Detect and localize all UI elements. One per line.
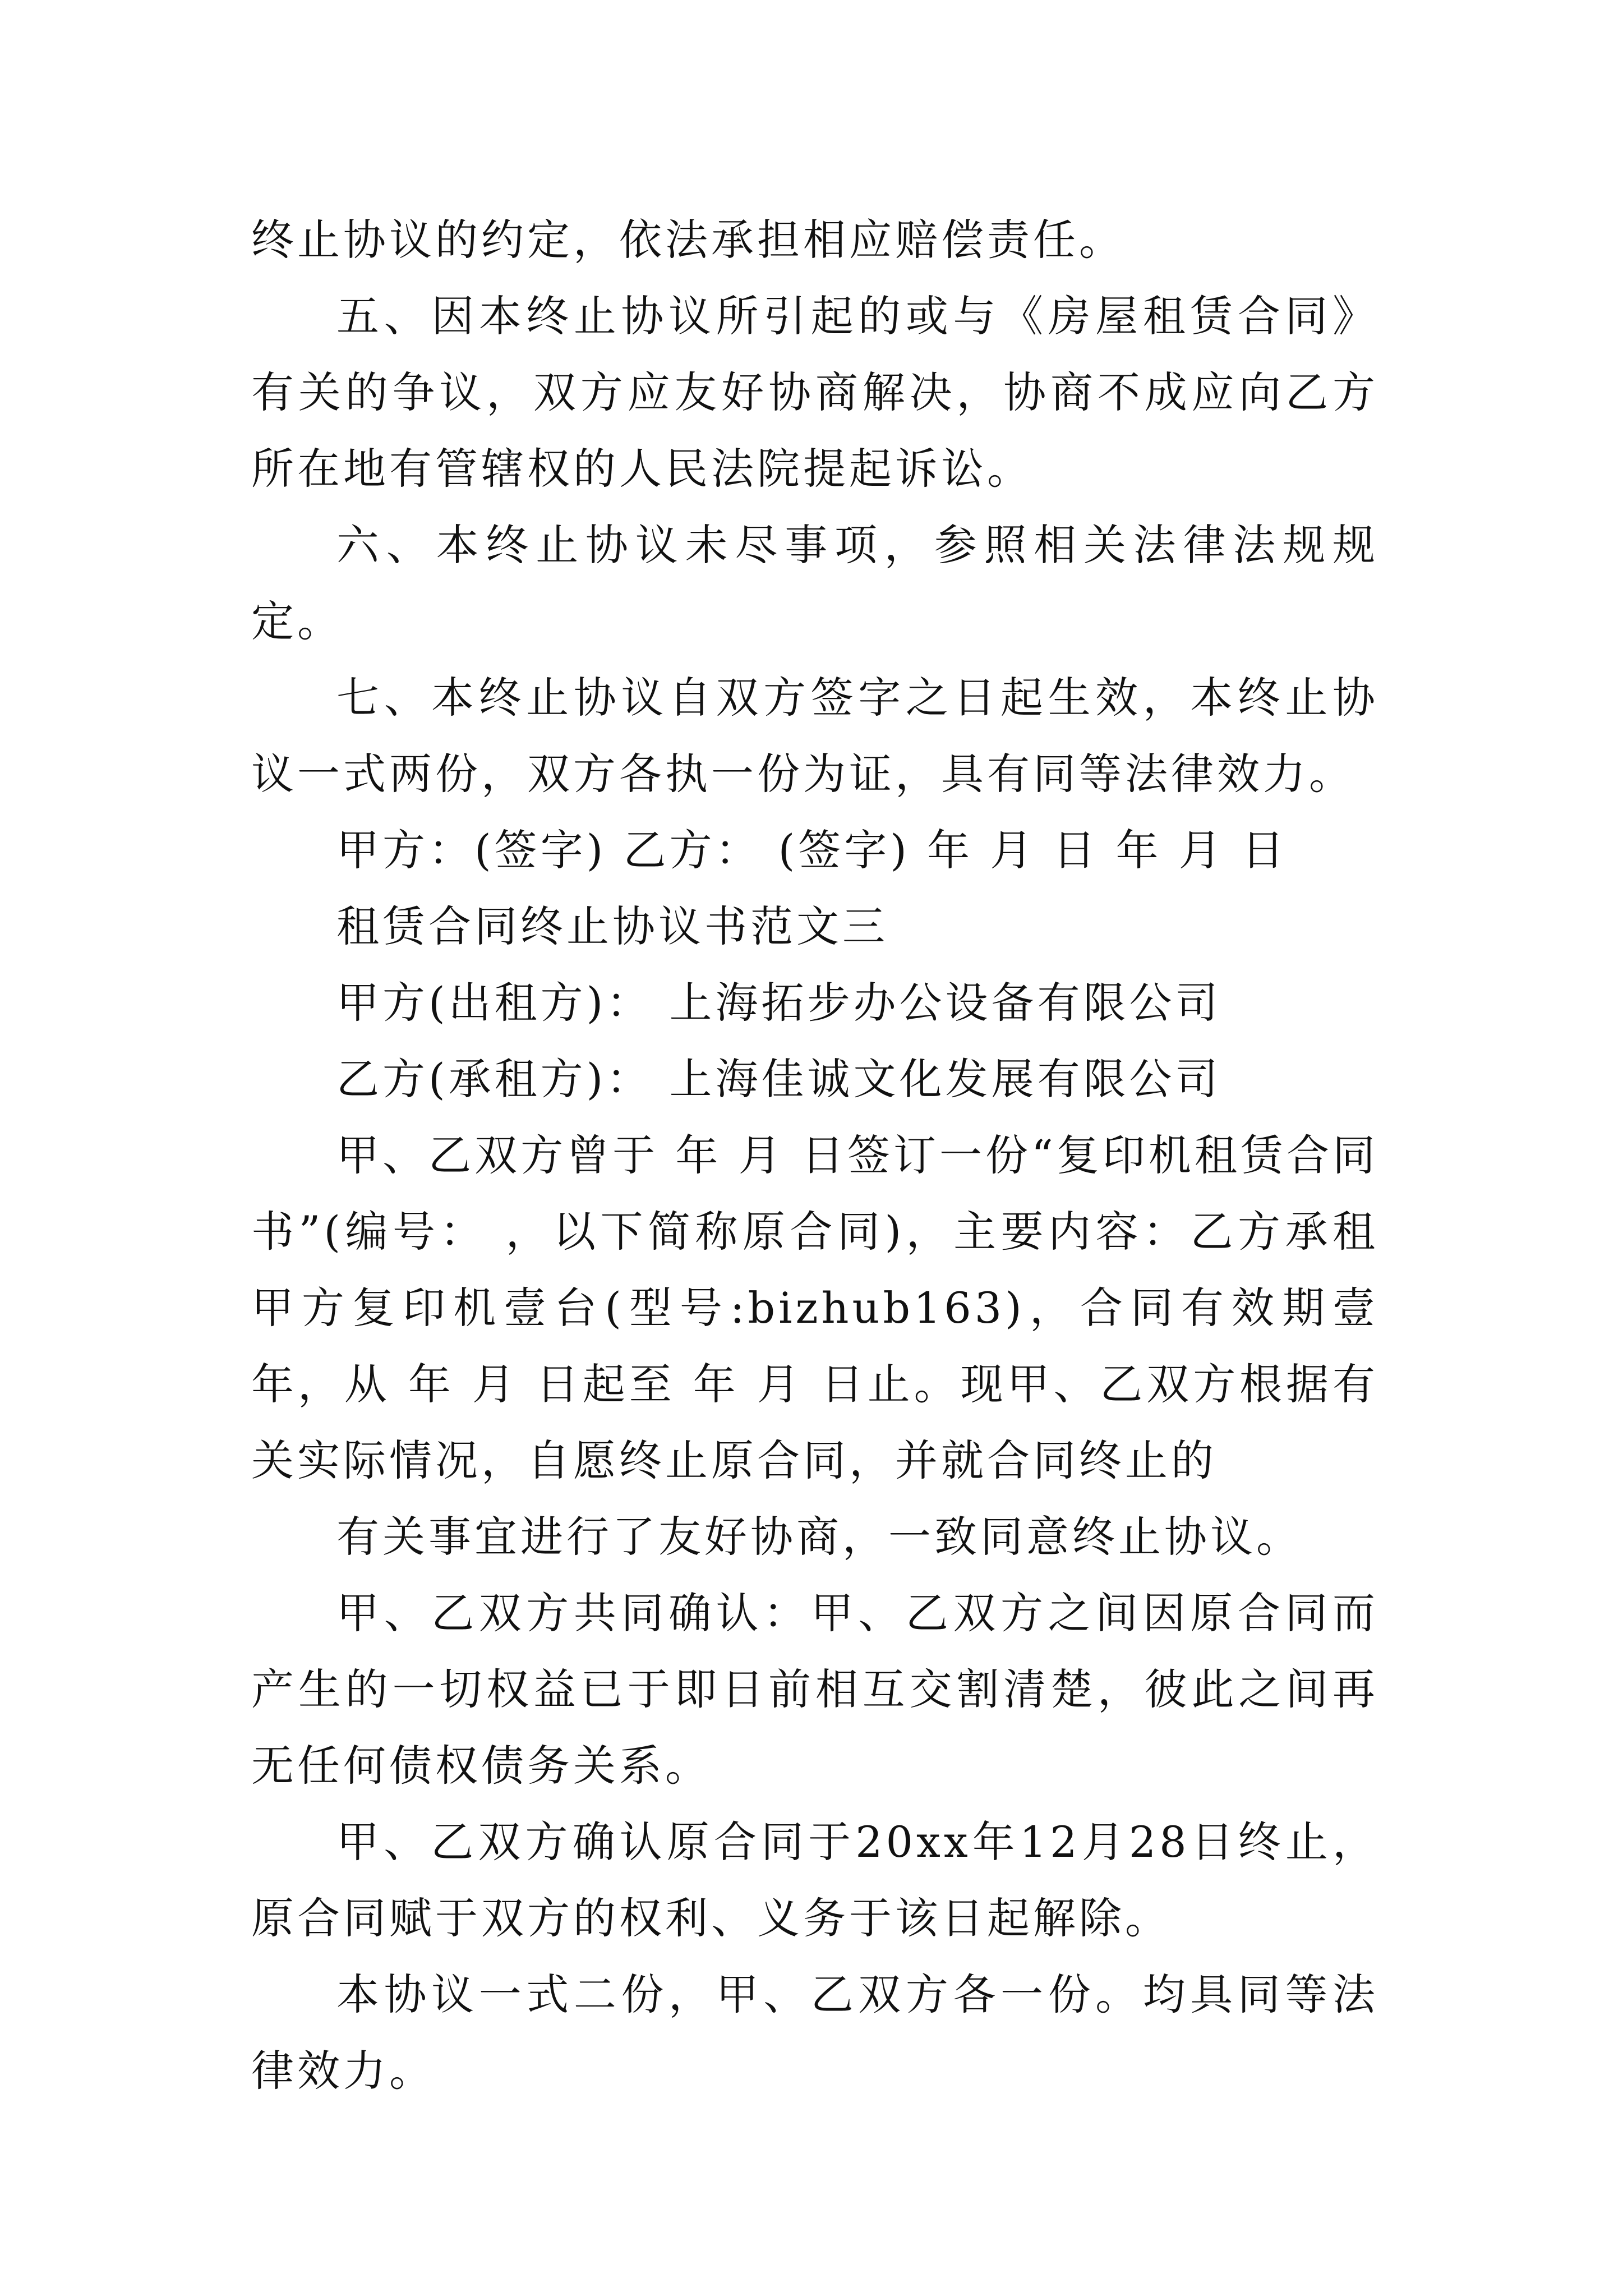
section-heading: 租赁合同终止协议书范文三	[336, 901, 888, 951]
paragraph-confirmation: 甲、乙双方共同确认：甲、乙双方之间因原合同而产生的一切权益已于即日前相互交割清楚，彼此之间再无任何债权债务关系。	[251, 1588, 1378, 1791]
party-a-line: 甲方(出租方)： 上海拓步办公设备有限公司	[336, 978, 1221, 1028]
party-b-line: 乙方(承租方)： 上海佳诚文化发展有限公司	[336, 1054, 1221, 1104]
paragraph-1: 终止协议的约定，依法承担相应赔偿责任。	[251, 215, 1125, 265]
paragraph-clause-6: 六、本终止协议未尽事项，参照相关法律法规规定。	[251, 520, 1378, 646]
document-body	[251, 202, 1378, 2109]
paragraph-termination-date: 甲、乙双方确认原合同于20xx年12月28日终止，原合同赋于双方的权利、义务于该日起解除。	[251, 1817, 1378, 1943]
paragraph-clause-7: 七、本终止协议自双方签字之日起生效，本终止协议一式两份，双方各执一份为证，具有同等法律效力。	[251, 673, 1378, 799]
paragraph-clause-5: 五、因本终止协议所引起的或与《房屋租赁合同》有关的争议，双方应友好协商解决，协商不成应向乙方所在地有管辖权的人民法院提起诉讼。	[251, 291, 1378, 494]
paragraph-agreement: 有关事宜进行了友好协商，一致同意终止协议。	[336, 1512, 1302, 1562]
signature-line: 甲方：(签字) 乙方： (签字) 年 月 日 年 月 日	[336, 825, 1288, 875]
paragraph-copies: 本协议一式二份，甲、乙双方各一份。均具同等法律效力。	[251, 1970, 1378, 2096]
paragraph-background: 甲、乙双方曾于 年 月 日签订一份“复印机租赁合同书”(编号： ，以下简称原合同)，主要内容：乙方承租甲方复印机壹台(型号:bizhub163)，合同有效期壹年，从 年 月 日起至 年 月 日止。现甲、乙双方根据有关实际情况，自愿终止原合同，并就合同终止的	[251, 1130, 1378, 1485]
